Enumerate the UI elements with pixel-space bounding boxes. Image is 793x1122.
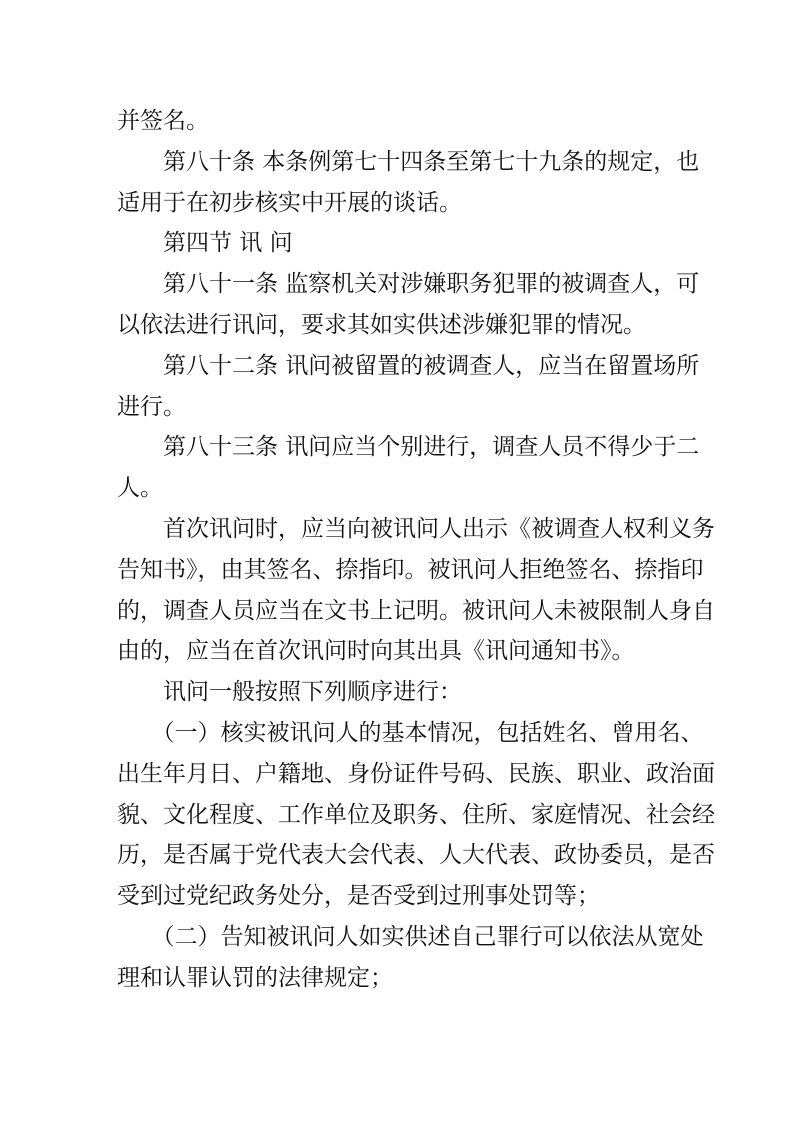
text-line: （二）告知被讯问人如实供述自己罪行可以依法从宽处	[117, 923, 704, 950]
text-line: 貌、文化程度、工作单位及职务、住所、家庭情况、社会经	[117, 801, 715, 828]
text-line: 进行。	[117, 393, 186, 420]
document-body	[117, 101, 715, 999]
text-line: 出生年月日、户籍地、身份证件号码、民族、职业、政治面	[117, 760, 715, 787]
text-line: 人。	[117, 475, 163, 502]
text-line: 第八十一条 监察机关对涉嫌职务犯罪的被调查人，可	[117, 271, 700, 298]
text-line: 的，调查人员应当在文书上记明。被讯问人未被限制人身自	[117, 597, 715, 624]
text-line: 第八十二条 讯问被留置的被调查人，应当在留置场所	[117, 352, 700, 379]
text-line: 告知书》，由其签名、捺指印。被讯问人拒绝签名、捺指印	[117, 556, 704, 583]
text-line: （一）核实被讯问人的基本情况，包括姓名、曾用名、	[117, 719, 704, 746]
text-line: 第八十三条 讯问应当个别进行，调查人员不得少于二	[117, 434, 700, 461]
text-line: 理和认罪认罚的法律规定；	[117, 964, 393, 991]
text-line: 由的，应当在首次讯问时向其出具《讯问通知书》。	[117, 638, 635, 665]
text-line: 历，是否属于党代表大会代表、人大代表、政协委员，是否	[117, 842, 715, 869]
text-line: 以依法进行讯问，要求其如实供述涉嫌犯罪的情况。	[117, 311, 646, 338]
text-line: 讯问一般按照下列顺序进行：	[117, 679, 462, 706]
section-heading: 第四节 讯 问	[117, 230, 293, 257]
text-line: 适用于在初步核实中开展的谈话。	[117, 189, 462, 216]
text-line: 首次讯问时，应当向被讯问人出示《被调查人权利义务	[117, 515, 715, 542]
text-line: 第八十条 本条例第七十四条至第七十九条的规定，也	[117, 148, 700, 175]
text-line: 并签名。	[117, 108, 209, 134]
text-line: 受到过党纪政务处分，是否受到过刑事处罚等；	[117, 883, 600, 910]
